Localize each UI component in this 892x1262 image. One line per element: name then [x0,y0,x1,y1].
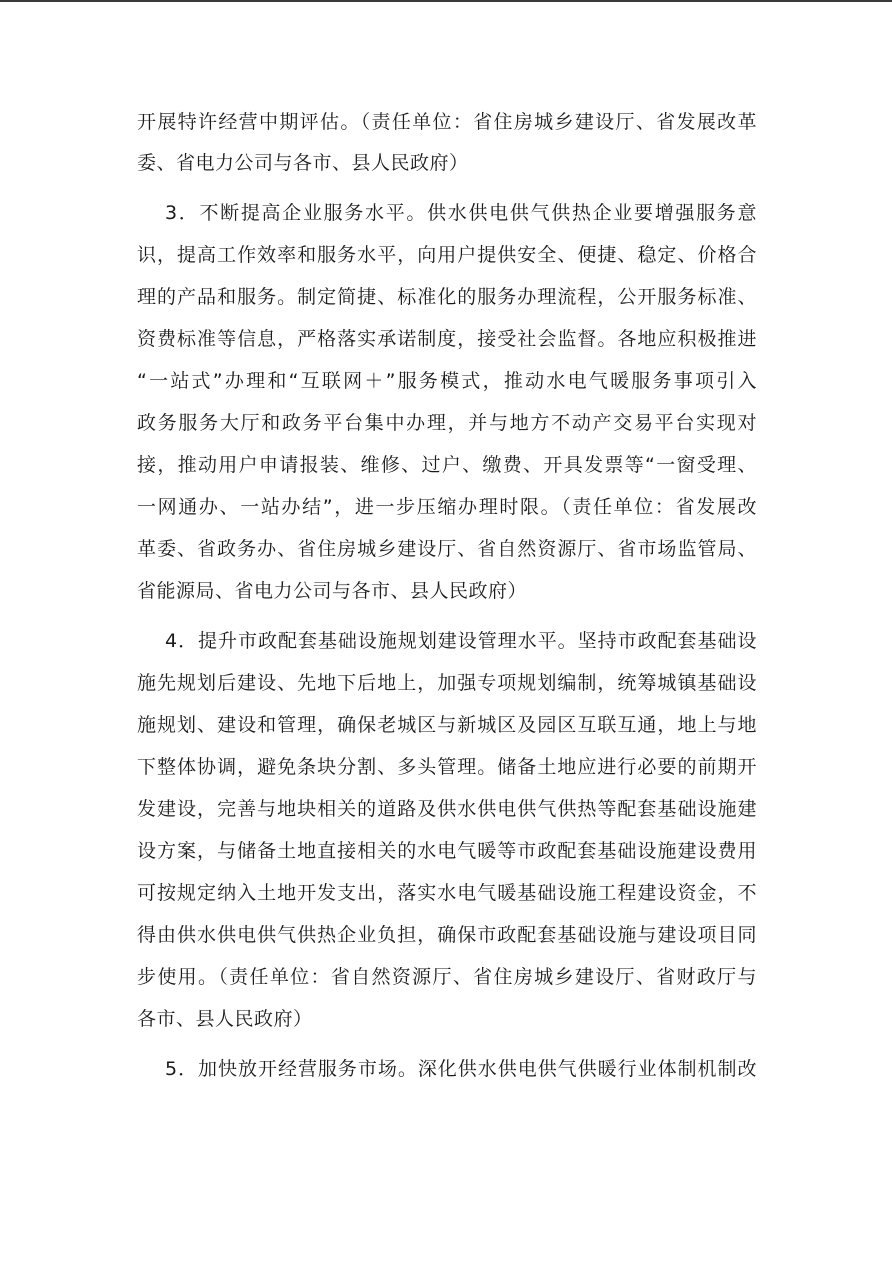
text-line: 资费标准等信息，严格落实承诺制度，接受社会监督。各地应积极推进 [137,328,757,350]
text-line: 设方案，与储备土地直接相关的水电气暖等市政配套基础设施建设费用 [137,840,757,862]
text-line: 可按规定纳入土地开发支出，落实水电气暖基础设施工程建设资金，不 [137,882,757,904]
top-border-rule [0,0,892,2]
text-line: “一站式”办理和“互联网＋”服务模式，推动水电气暖服务事项引入 [137,370,757,392]
text-line: 得由供水供电供气供热企业负担，确保市政配套基础设施与建设项目同 [137,924,757,946]
text-line: 识，提高工作效率和服务水平，向用户提供安全、便捷、稳定、价格合 [137,244,757,266]
text-line: 施规划、建设和管理，确保老城区与新城区及园区互联互通，地上与地 [137,714,757,736]
text-line: 委、省电力公司与各市、县人民政府） [137,152,469,174]
text-line: 下整体协调，避免条块分割、多头管理。储备土地应进行必要的前期开 [137,756,757,778]
text-line: 理的产品和服务。制定简捷、标准化的服务办理流程，公开服务标准、 [137,286,757,308]
text-line: 接，推动用户申请报装、维修、过户、缴费、开具发票等“一窗受理、 [137,454,757,476]
text-line: 一网通办、一站办结”，进一步压缩办理时限。（责任单位：省发展改 [137,496,757,518]
text-line: 政务服务大厅和政务平台集中办理，并与地方不动产交易平台实现对 [137,412,757,434]
text-line: 发建设，完善与地块相关的道路及供水供电供气供热等配套基础设施建 [137,798,757,820]
text-line: 施先规划后建设、先地下后地上，加强专项规划编制，统筹城镇基础设 [137,672,757,694]
paragraph-5-start: 5．加快放开经营服务市场。深化供水供电供气供暖行业体制机制改 [165,1058,757,1080]
text-line: 开展特许经营中期评估。（责任单位：省住房城乡建设厅、省发展改革 [137,111,757,133]
text-line: 各市、县人民政府） [137,1008,313,1030]
paragraph-3-start: 3．不断提高企业服务水平。供水供电供气供热企业要增强服务意 [165,202,757,224]
paragraph-4-start: 4．提升市政配套基础设施规划建设管理水平。坚持市政配套基础设 [165,630,757,652]
text-line: 步使用。（责任单位：省自然资源厅、省住房城乡建设厅、省财政厅与 [137,966,757,988]
text-line: 省能源局、省电力公司与各市、县人民政府） [137,580,528,602]
text-line: 革委、省政务办、省住房城乡建设厅、省自然资源厅、省市场监管局、 [137,538,757,560]
